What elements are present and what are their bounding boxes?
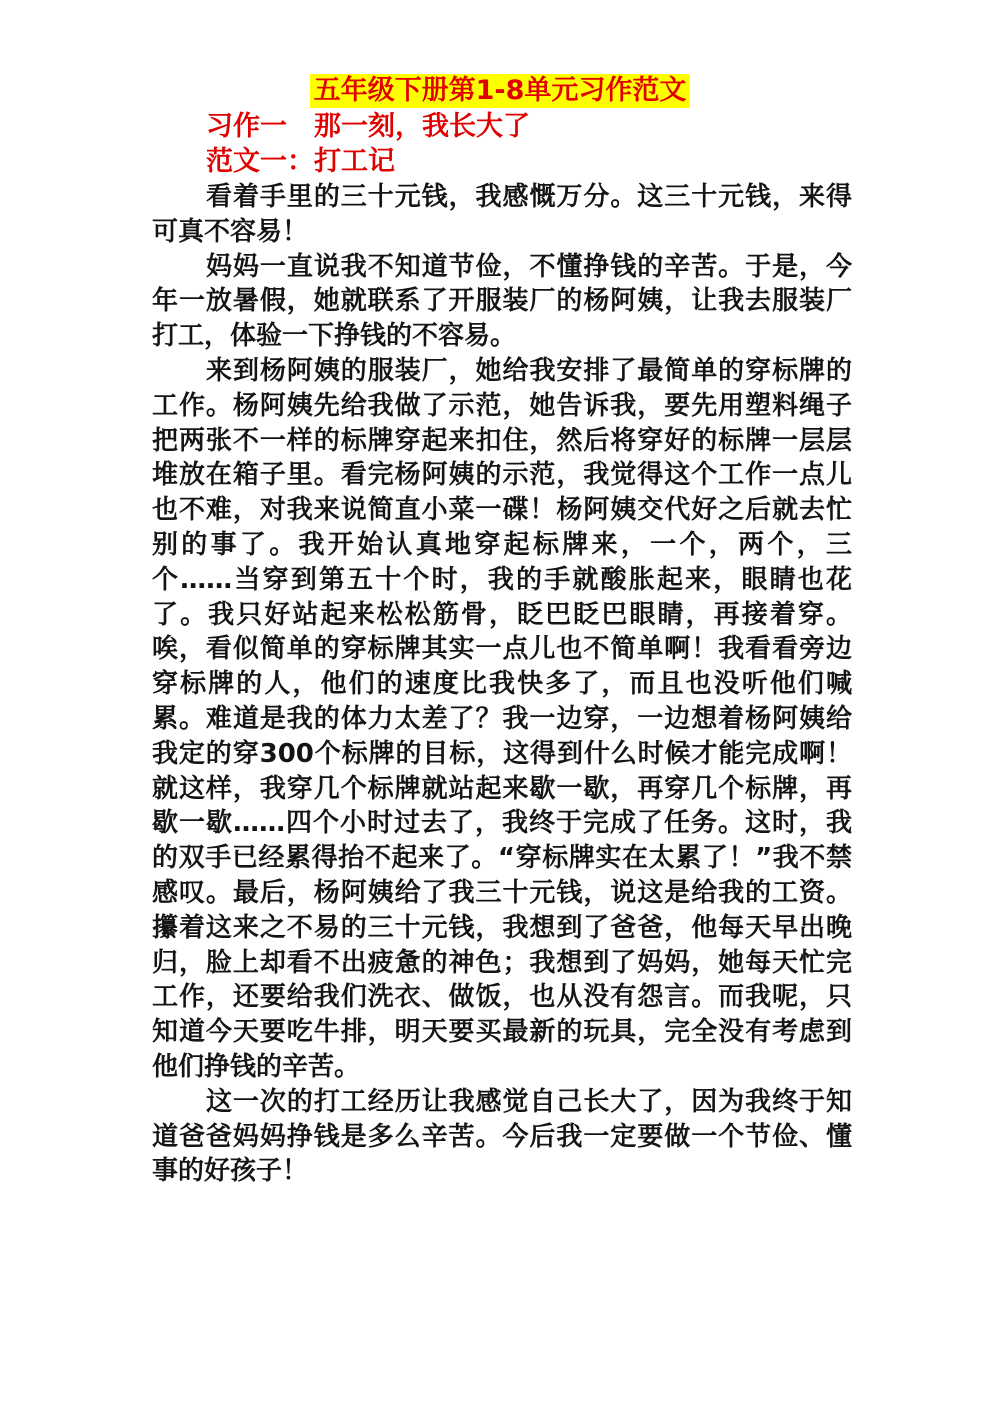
assignment-heading: 习作一 那一刻，我长大了 (206, 111, 530, 142)
document-title-wrap (0, 74, 1000, 108)
essay-body (152, 180, 852, 1189)
essay-paragraph-3: 来到杨阿姨的服装厂，她给我安排了最简单的穿标牌的工作。杨阿姨先给我做了示范，她告诉我，要先用塑料绳子把两张不一样的标牌穿起来扣住，然后将穿好的标牌一层层堆放在箱子里。看完杨阿姨的示范，我觉得这个工作一点儿也不难，对我来说简直小菜一碟！杨阿姨交代好之后就去忙别的事了。我开始认真地穿起标牌来，一个，两个，三个……当穿到第五十个时，我的手就酸胀起来，眼睛也花了。我只好站起来松松筋骨，眨巴眨巴眼睛，再接着穿。唉，看似简单的穿标牌其实一点儿也不简单啊！我看看旁边穿标牌的人，他们的速度比我快多了，而且也没听他们喊累。难道是我的体力太差了？我一边穿，一边想着杨阿姨给我定的穿300个标牌的目标，这得到什么时候才能完成啊！就这样，我穿几个标牌就站起来歇一歇，再穿几个标牌，再歇一歇……四个小时过去了，我终于完成了任务。这时，我的双手已经累得抬不起来了。“穿标牌实在太累了！”我不禁感叹。最后，杨阿姨给了我三十元钱，说这是给我的工资。攥着这来之不易的三十元钱，我想到了爸爸，他每天早出晚归，脸上却看不出疲惫的神色；我想到了妈妈，她每天忙完工作，还要给我们洗衣、做饭，也从没有怨言。而我呢，只知道今天要吃牛排，明天要买最新的玩具，完全没有考虑到他们挣钱的辛苦。 (152, 355, 852, 1082)
essay-paragraph-1: 看着手里的三十元钱，我感慨万分。这三十元钱，来得可真不容易！ (152, 182, 852, 247)
sample-essay-heading: 范文一：打工记 (206, 146, 395, 177)
document-title: 五年级下册第1-8单元习作范文 (310, 74, 691, 108)
essay-paragraph-4: 这一次的打工经历让我感觉自己长大了，因为我终于知道爸爸妈妈挣钱是多么辛苦。今后我一定要做一个节俭、懂事的好孩子！ (152, 1086, 852, 1187)
essay-paragraph-2: 妈妈一直说我不知道节俭，不懂挣钱的辛苦。于是，今年一放暑假，她就联系了开服装厂的杨阿姨，让我去服装厂打工，体验一下挣钱的不容易。 (152, 251, 852, 352)
